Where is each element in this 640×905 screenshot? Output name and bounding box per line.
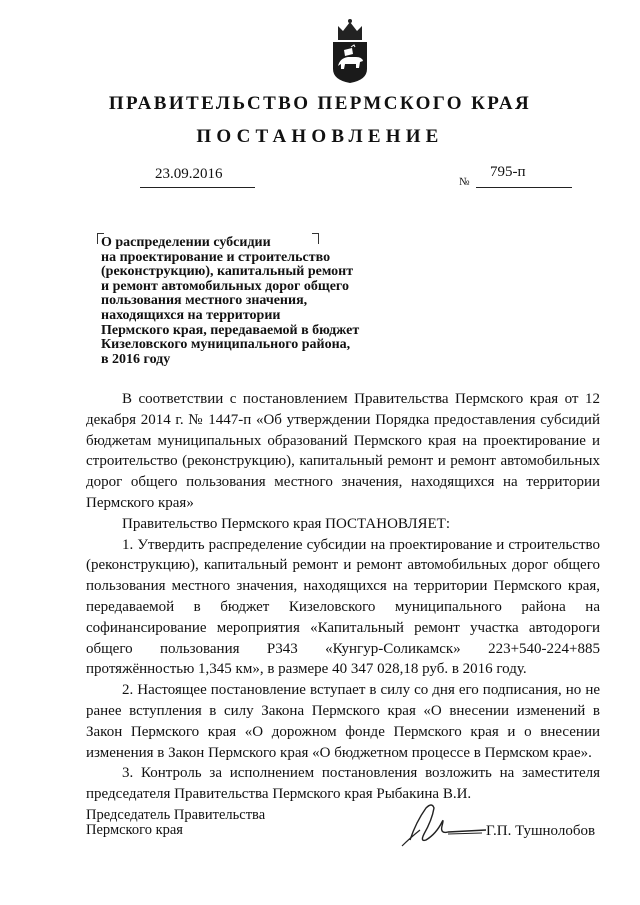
decree-paragraph: Правительство Пермского края ПОСТАНОВЛЯЕТ: — [122, 515, 451, 532]
document-type: ПОСТАНОВЛЕНИЕ — [196, 126, 444, 147]
subject-line: (реконструкцию), капитальный ремонт — [101, 264, 354, 280]
item-paragraph-3: 3. Контроль за исполнением постановления возложить на заместителя председателя Правительства Пермского края Рыбакина В.И. — [86, 765, 600, 803]
item-paragraph-1: 1. Утвердить распределение субсидии на проектирование и строительство (реконструкцию), капитальный ремонт и ремонт автомобильных дорог общего пользования местного значения, находящихся на территории Пермского края, передаваемой в бюджет Кизеловского муниципального района на софинансирование мероприятия «Капитальный ремонт участка автодороги общего пользования Р343 «Кунгур-Соликамск» 223+540-224+885 протяжённостью 1,345 км», в размере 40 347 028,18 руб. в 2016 году. — [86, 536, 600, 678]
number-sign: № — [459, 176, 470, 188]
coat-of-arms-icon — [329, 14, 371, 84]
handwritten-signature-icon — [396, 800, 492, 850]
subject-line: и ремонт автомобильных дорог общего — [101, 278, 349, 294]
signatory-name: Г.П. Тушнолобов — [486, 823, 596, 839]
document-number: 795-п — [490, 164, 526, 180]
item-paragraph-2: 2. Настоящее постановление вступает в силу со дня его подписания, но не ранее вступления в силу Закона Пермского края «О внесении изменений в Закон Пермского края «О дорожном фонде Пермского края и о внесении изменения в Закон Пермского края «О бюджетном процессе в Пермском крае». — [86, 682, 600, 761]
subject-line: на проектирование и строительство — [101, 249, 331, 265]
subject-line: в 2016 году — [101, 351, 171, 367]
subject-line: пользования местного значения, — [101, 293, 308, 309]
signatory-title-line: Председатель Правительства — [86, 807, 266, 823]
government-title: ПРАВИТЕЛЬСТВО ПЕРМСКОГО КРАЯ — [108, 93, 532, 114]
subject-line: Пермского края, передаваемой в бюджет — [101, 322, 360, 338]
date-underline — [140, 187, 255, 188]
number-underline — [476, 187, 572, 188]
subject-line: О распределении субсидии — [101, 235, 271, 250]
document-subject — [101, 236, 401, 367]
subject-line: Кизеловского муниципального района, — [101, 337, 351, 353]
document-body — [86, 389, 600, 805]
document-date: 23.09.2016 — [155, 166, 223, 182]
preamble-paragraph: В соответствии с постановлением Правительства Пермского края от 12 декабря 2014 г. № 1447-п «Об утверждении Порядка предоставления субсидий бюджетам муниципальных образований Пермского края на проектирование и строительство (реконструкцию), капитальный ремонт и ремонт автомобильных дорог общего пользования местного значения, находящихся на территории Пермского края» — [86, 391, 600, 511]
signatory-title-line: Пермского края — [86, 822, 183, 838]
signatory-title — [86, 808, 265, 838]
subject-line: находящихся на территории — [101, 307, 281, 323]
